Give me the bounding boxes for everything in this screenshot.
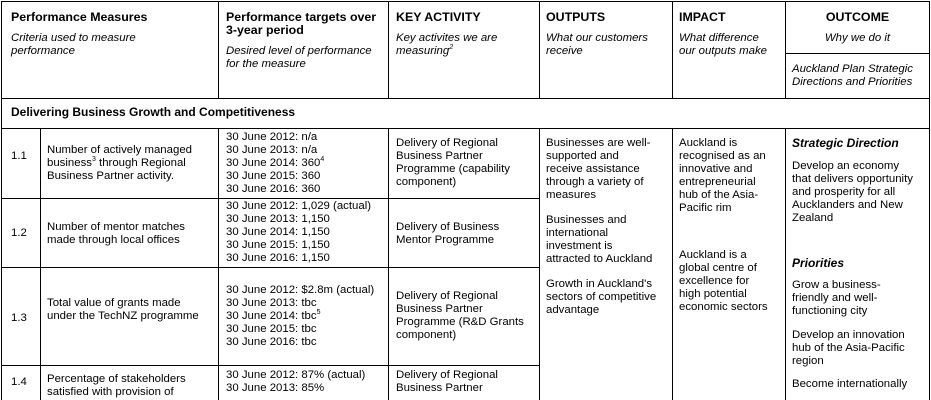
target-line: 30 June 2016: tbc	[226, 336, 317, 348]
target-line: 30 June 2012: 1,029 (actual)	[226, 200, 372, 212]
activity-line: Delivery of Regional	[396, 137, 498, 149]
table-border-left	[1, 1, 2, 400]
row-divider-1	[1, 198, 539, 199]
table-border-top	[1, 1, 929, 2]
footnote-2-marker: 2	[449, 44, 454, 52]
section-title: Delivering Business Growth and Competitiveness	[11, 105, 296, 119]
activity-line: Delivery of Business	[396, 221, 500, 233]
col5-sub-line1: What difference	[679, 32, 759, 44]
priority-line: friendly and well-	[792, 292, 878, 304]
target-line: 30 June 2013: n/a	[226, 144, 318, 156]
output-line: attracted to Auckland	[546, 253, 653, 265]
impact-line: high potential	[679, 288, 747, 300]
col1-sub-line1: Criteria used to measure	[11, 32, 136, 44]
row-measure-line: under the TechNZ programme	[47, 310, 199, 322]
activity-line: Delivery of Regional	[396, 369, 498, 381]
output-line: sectors of competitive	[546, 291, 657, 303]
row-measure-line: Number of actively managed	[47, 144, 192, 156]
output-line: measures	[546, 189, 597, 201]
priority-line: functioning city	[792, 305, 868, 317]
output-line: investment is	[546, 240, 613, 252]
col-divider-5-head	[672, 1, 673, 99]
output-line: Growth in Auckland's	[546, 278, 653, 290]
impact-line: recognised as an	[679, 150, 766, 162]
output-line: through a variety of	[546, 176, 644, 188]
priority-line: Become internationally	[792, 378, 908, 390]
priority-line: region	[792, 355, 824, 367]
header-bottom-rule	[1, 98, 929, 99]
col-divider-5	[672, 128, 673, 400]
priority-line: hub of the Asia-Pacific	[792, 342, 905, 354]
target-line: 30 June 2012: $2.8m (actual)	[226, 284, 375, 296]
activity-line: Programme (capability	[396, 163, 510, 175]
target-line: 30 June 2014: $360^4$	[226, 156, 325, 169]
impact-line: innovative and	[679, 163, 753, 175]
footnote-5-marker: 5	[316, 309, 321, 317]
row-measure-line: made through local offices	[47, 234, 180, 246]
col-divider-3	[388, 128, 389, 400]
col-divider-6	[785, 128, 786, 400]
row-measure-line: Percentage of stakeholders	[47, 373, 186, 385]
col5-sub-line2: our outputs make	[679, 45, 768, 57]
activity-line: Mentor Programme	[396, 234, 495, 246]
priority-line: Develop an innovation	[792, 329, 905, 341]
priority-line: Grow a business-	[792, 279, 881, 291]
row-number: 1.3	[11, 312, 27, 324]
row-measure-line: satisfied with provision of	[47, 386, 174, 398]
target-line: 30 June 2013: 1,150	[226, 213, 330, 225]
row-measure-line: Total value of grants made	[47, 297, 181, 309]
target-line: 30 June 2016: 360	[226, 183, 321, 195]
col4-sub-line1: What our customers	[546, 32, 648, 44]
output-line: supported and	[546, 150, 619, 162]
impact-line: Auckland is a	[679, 249, 747, 261]
activity-line: component)	[396, 176, 457, 188]
row-number: 1.1	[11, 150, 27, 162]
footnote-4-marker: 4	[320, 156, 325, 164]
col5-title: IMPACT	[679, 10, 726, 24]
col3-sub-line2: measuring$^2$	[396, 44, 454, 57]
impact-line: global centre of	[679, 262, 757, 274]
col2-title-line1: Performance targets over	[226, 10, 377, 24]
impact-line: Auckland is	[679, 137, 738, 149]
section-bottom-rule	[1, 128, 929, 129]
activity-line: Business Partner	[396, 382, 483, 394]
output-line: Businesses are well-	[546, 137, 651, 149]
col6-sub2-line1: Auckland Plan Strategic	[792, 63, 913, 75]
col-divider-num	[40, 128, 41, 400]
target-line: 30 June 2014: tbc$^5$	[226, 309, 321, 322]
row-measure-line: Business Partner activity.	[47, 170, 175, 182]
outcome-header-divider	[785, 53, 929, 54]
col6-title: OUTCOME	[825, 10, 890, 24]
col1-title: Performance Measures	[11, 10, 148, 24]
impact-line: economic sectors	[679, 301, 768, 313]
col2-sub-line1: Desired level of performance	[226, 45, 372, 57]
row-divider-2	[1, 267, 539, 268]
priorities-title: Priorities	[792, 256, 845, 270]
strategic-line: Zealand	[792, 212, 834, 224]
output-line: receive assistance	[546, 163, 640, 175]
col2-title-line2: 3-year period	[226, 23, 304, 37]
row-number: 1.4	[11, 376, 27, 388]
col-divider-2-head	[218, 1, 219, 99]
col-divider-4-head	[539, 1, 540, 99]
strategic-line: and prosperity for all	[792, 186, 896, 198]
activity-line: Business Partner	[396, 303, 483, 315]
output-line: international	[546, 227, 609, 239]
target-line: 30 June 2015: tbc	[226, 323, 317, 335]
footnote-3-marker: 3	[91, 156, 96, 164]
col2-sub-line2: for the measure	[226, 58, 306, 70]
target-line: 30 June 2016: 1,150	[226, 252, 330, 264]
col6-sub2-line2: Directions and Priorities	[792, 76, 913, 88]
impact-line: excellence for	[679, 275, 750, 287]
row-divider-3	[1, 365, 539, 366]
impact-line: hub of the Asia-	[679, 189, 759, 201]
col6-sub: Why we do it	[824, 32, 891, 44]
strategic-line: Develop an economy	[792, 160, 900, 172]
output-line: Businesses and	[546, 214, 627, 226]
target-line: 30 June 2013: tbc	[226, 297, 317, 309]
target-line: 30 June 2015: 360	[226, 170, 321, 182]
target-line: 30 June 2012: n/a	[226, 131, 318, 143]
col-divider-2	[218, 128, 219, 400]
activity-line: Business Partner	[396, 150, 483, 162]
target-line: 30 June 2015: 1,150	[226, 239, 330, 251]
target-line: 30 June 2012: 87% (actual)	[226, 369, 366, 381]
target-line: 30 June 2014: 1,150	[226, 226, 330, 238]
impact-line: entrepreneurial	[679, 176, 756, 188]
output-line: advantage	[546, 304, 600, 316]
strategic-direction-title: Strategic Direction	[792, 136, 899, 150]
row-measure-line: business$^3$ through Regional	[47, 156, 186, 169]
activity-line: Delivery of Regional	[396, 290, 498, 302]
target-line: 30 June 2013: 85%	[226, 382, 325, 394]
table-border-right	[929, 1, 930, 400]
col4-title: OUTPUTS	[546, 10, 606, 24]
strategic-line: that delivers opportunity	[792, 173, 913, 185]
col1-sub-line2: performance	[11, 45, 75, 57]
activity-line: Programme (R&D Grants	[396, 316, 524, 328]
impact-line: Pacific rim	[679, 202, 732, 214]
col-divider-4	[539, 128, 540, 400]
row-number: 1.2	[11, 227, 27, 239]
col4-sub-line2: receive	[546, 45, 583, 57]
col-divider-3-head	[388, 1, 389, 99]
col3-title: KEY ACTIVITY	[396, 10, 481, 24]
col3-sub-line1: Key activites we are	[396, 32, 498, 44]
strategic-line: Aucklanders and New	[792, 199, 903, 211]
row-measure-line: Number of mentor matches	[47, 221, 186, 233]
activity-line: component)	[396, 329, 457, 341]
